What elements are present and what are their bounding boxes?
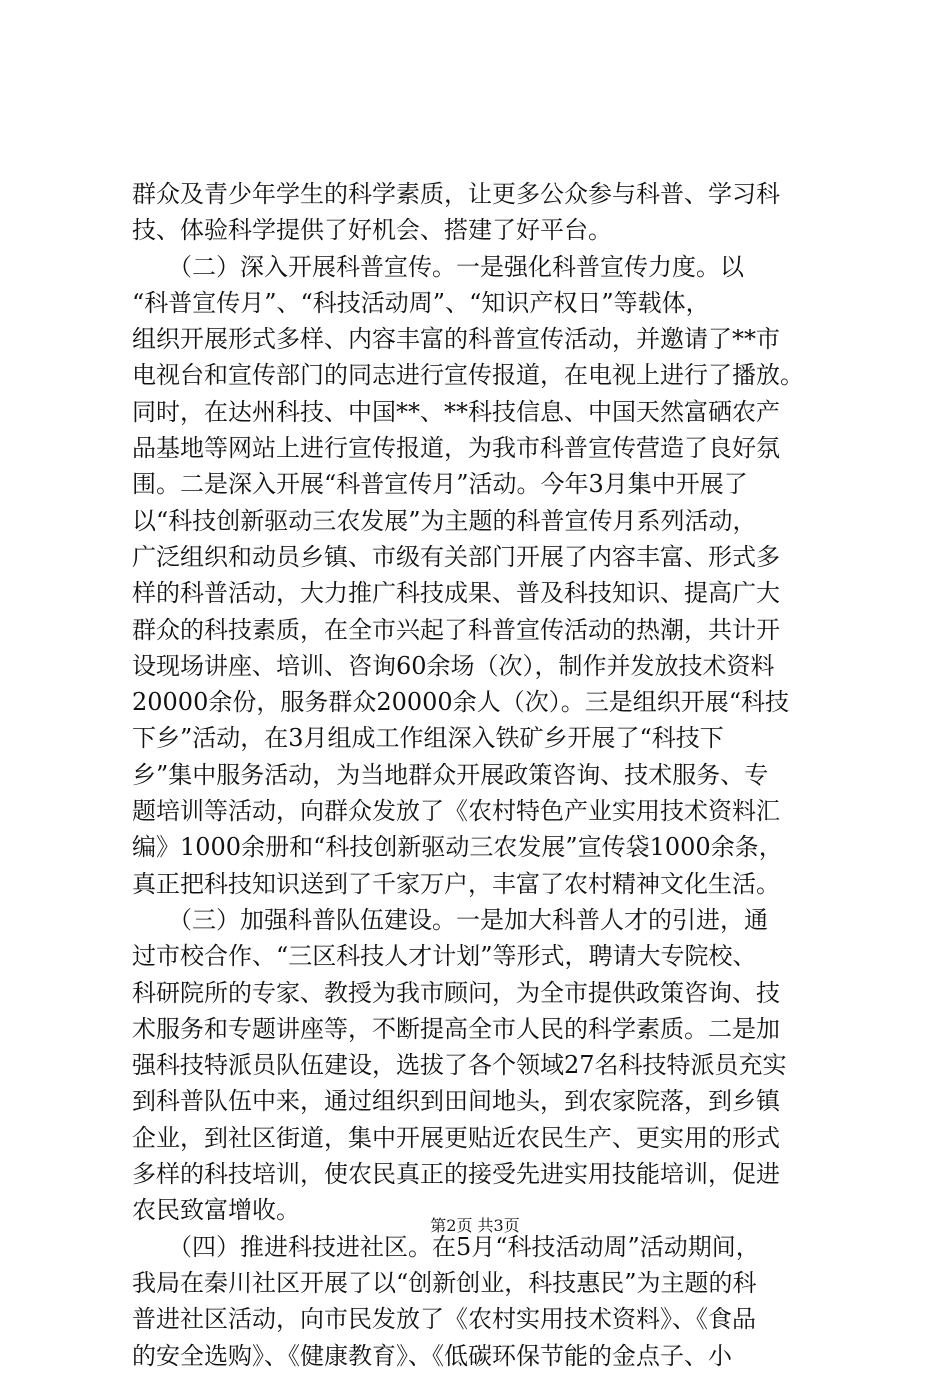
text-line: 题培训等活动，向群众发放了《农村特色产业实用技术资料汇 [132,797,780,826]
text-line: 到科普队伍中来，通过组织到田间地头，到农家院落，到乡镇 [132,1087,780,1116]
text-line: 电视台和宣传部门的同志进行宣传报道，在电视上进行了播放。 [132,361,804,390]
text-line: 围。二是深入开展“科普宣传月”活动。今年3月集中开展了 [132,470,748,499]
text-line: （二）深入开展科普宣传。一是强化科普宣传力度。以 [132,252,744,281]
text-line: 同时，在达州科技、中国**、**科技信息、中国天然富硒农产 [132,397,780,426]
text-line: 群众及青少年学生的科学素质，让更多公众参与科普、学习科 [132,180,780,208]
text-line: 群众的科技素质，在全市兴起了科普宣传活动的热潮，共计开 [132,615,780,644]
text-line: 真正把科技知识送到了千家万户，丰富了农村精神文化生活。 [132,869,780,898]
text-line: 组织开展形式多样、内容丰富的科普宣传活动，并邀请了**市 [132,325,780,354]
text-line: 术服务和专题讲座等，不断提高全市人民的科学素质。二是加 [132,1014,780,1043]
text-line: 科研院所的专家、教授为我市顾问，为全市提供政策咨询、技 [132,978,780,1007]
text-line: （三）加强科普队伍建设。一是加大科普人才的引进，通 [132,905,768,934]
text-line: 普进社区活动，向市民发放了《农村实用技术资料》、《食品 [132,1305,756,1334]
text-line: 品基地等网站上进行宣传报道，为我市科普宣传营造了良好氛 [132,434,780,463]
text-line: 20000余份，服务群众20000余人（次）。三是组织开展“科技 [132,688,789,717]
text-line: 的安全选购》、《健康教育》、《低碳环保节能的金点子、小 [132,1341,732,1370]
text-line: 设现场讲座、培训、咨询60余场（次），制作并发放技术资料 [132,651,775,680]
text-line: 编》1000余册和“科技创新驱动三农发展”宣传袋1000余条， [132,833,783,862]
page-footer: 第2页 共3页 [430,1216,520,1235]
text-line: 企业，到社区街道，集中开展更贴近农民生产、更实用的形式 [132,1123,780,1152]
text-line: 样的科普活动，大力推广科技成果、普及科技知识、提高广大 [132,579,780,608]
text-line: 广泛组织和动员乡镇、市级有关部门开展了内容丰富、形式多 [132,542,780,571]
text-line: 技、体验科学提供了好机会、搭建了好平台。 [132,216,612,245]
text-line: 以“科技创新驱动三农发展”为主题的科普宣传月系列活动， [132,506,757,535]
text-line: 我局在秦川社区开展了以“创新创业，科技惠民”为主题的科 [132,1268,757,1297]
text-line: 下乡”活动，在3月组成工作组深入铁矿乡开展了“科技下 [132,724,724,753]
text-line: 乡”集中服务活动，为当地群众开展政策咨询、技术服务、专 [132,760,769,789]
body-text [132,176,822,1374]
text-line: 过市校合作、“三区科技人才计划”等形式，聘请大专院校、 [132,942,757,971]
text-line: 多样的科技培训，使农民真正的接受先进实用技能培训，促进 [132,1160,780,1189]
text-line: 强科技特派员队伍建设，选拔了各个领域27名科技特派员充实 [132,1051,787,1080]
text-line: 农民致富增收。 [132,1196,300,1225]
text-line: （四）推进科技进社区。在5月“科技活动周”活动期间， [132,1232,760,1261]
text-line: “科普宣传月”、“科技活动周”、“知识产权日”等载体， [132,288,710,317]
